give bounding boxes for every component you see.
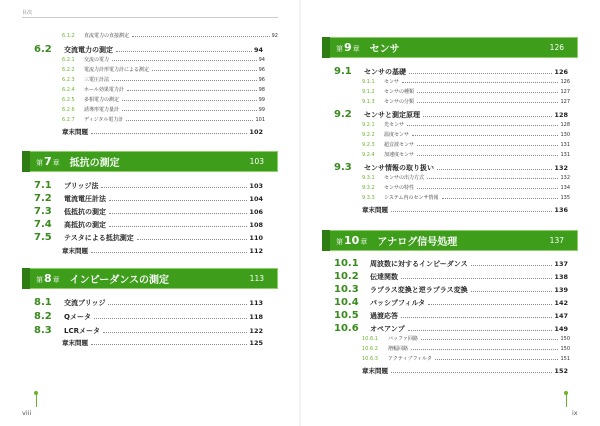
leader-dots [401, 278, 552, 279]
page-number: 132 [560, 175, 570, 181]
toc-section[interactable] [34, 325, 263, 337]
leader-dots [442, 198, 559, 199]
subsection-number: 6.2.5 [62, 97, 75, 103]
toc-subsection[interactable] [62, 106, 265, 115]
leader-dots [137, 239, 248, 240]
subsection-number: 9.3.2 [362, 185, 375, 191]
chapter-9-banner[interactable] [322, 37, 578, 58]
chapter-title: インピーダンスの測定 [69, 275, 170, 286]
subsection-title: センサ [384, 79, 400, 85]
toc-subsection[interactable] [362, 174, 570, 183]
chapter-label: 第8章 [36, 272, 60, 285]
subsection-number: 9.3.1 [362, 175, 375, 181]
section-title: LCRメータ [64, 327, 100, 335]
leader-dots [427, 178, 558, 179]
subsection-title: 多相電力の測定 [84, 97, 120, 103]
toc-section[interactable] [334, 297, 568, 309]
page-number: 125 [249, 339, 263, 347]
section-title: 周波数に対するインピーダンス [370, 260, 468, 268]
banner-tab [322, 37, 330, 58]
toc-section[interactable] [34, 232, 263, 244]
section-title: センサの基礎 [364, 68, 406, 76]
toc-section[interactable] [34, 193, 263, 205]
page-number: 113 [249, 274, 264, 283]
page-number: 103 [249, 157, 264, 166]
page-number: 137 [549, 236, 564, 245]
chapter-title: センサ [369, 44, 400, 55]
section-number: 9.3 [334, 162, 352, 173]
section-number: 7.2 [34, 193, 52, 204]
folio-ornament-icon [34, 391, 38, 407]
subsection-number: 9.2.2 [362, 132, 375, 138]
toc-subsection[interactable] [62, 86, 265, 95]
section-number: 10.2 [334, 271, 359, 282]
page-number: 99 [258, 107, 265, 113]
section-title: 章末問題 [62, 128, 88, 136]
page-number: 136 [554, 206, 568, 214]
toc-subsection[interactable] [362, 151, 570, 160]
subsection-title: センサの出力方式 [384, 175, 425, 181]
toc-exercises-ch9[interactable] [362, 205, 568, 215]
subsection-number: 9.3.3 [362, 195, 375, 201]
leader-dots [401, 317, 552, 318]
subsection-title: ホール効果電力計 [84, 87, 124, 93]
page-number: 92 [271, 33, 278, 39]
leader-dots [91, 344, 247, 345]
toc-exercises-ch7[interactable] [62, 246, 263, 256]
subsection-title: 超音波センサ [384, 142, 415, 148]
toc-section[interactable] [334, 109, 568, 121]
subsection-title: 誘導形電力量計 [84, 107, 120, 113]
toc-section[interactable] [34, 206, 263, 218]
subsection-title: アクティブフィルタ [388, 356, 432, 362]
leader-dots [402, 82, 558, 83]
chapter-title: アナログ信号処理 [377, 237, 458, 248]
chapter-10-banner[interactable] [322, 230, 578, 251]
page-number: 131 [560, 152, 570, 158]
leader-dots [417, 188, 558, 189]
toc-subsection[interactable] [362, 131, 570, 140]
section-number: 7.4 [34, 219, 52, 230]
banner-tab [22, 268, 30, 289]
chapter-label: 第9章 [336, 41, 360, 54]
toc-subsection[interactable] [362, 78, 570, 87]
page-number: 99 [258, 97, 265, 103]
subsection-title: 電流力計形電力計による測定 [84, 67, 150, 73]
leader-dots [112, 60, 257, 61]
section-title: 低抵抗の測定 [64, 208, 106, 216]
section-title: ブリッジ法 [64, 182, 99, 190]
leader-dots [408, 330, 553, 331]
section-title: 章末問題 [62, 339, 88, 347]
section-title: センサ情報の取り扱い [364, 164, 434, 172]
subsection-title: バッファ回路 [388, 336, 418, 342]
toc-subsection[interactable] [362, 98, 570, 107]
leader-dots [391, 372, 552, 373]
toc-subsection[interactable] [62, 66, 265, 75]
section-number: 10.1 [334, 258, 359, 269]
chapter-title: 抵抗の測定 [69, 158, 120, 169]
page-number: 147 [554, 312, 568, 320]
section-title: ラプラス変換と逆ラプラス変換 [370, 286, 468, 294]
section-title: Qメータ [64, 313, 91, 321]
subsection-number: 10.6.2 [362, 346, 378, 352]
subsection-title: センサの分類 [384, 99, 415, 105]
leader-dots [101, 187, 247, 188]
page-number: 131 [560, 142, 570, 148]
toc-section[interactable] [34, 311, 263, 323]
page-number: 96 [258, 77, 265, 83]
leader-dots [109, 213, 247, 214]
subsection-title: ディジタル電力計 [84, 117, 124, 123]
page-number: 94 [253, 46, 263, 54]
page-number: 102 [249, 128, 263, 136]
section-number: 10.6 [334, 323, 359, 334]
toc-section[interactable] [334, 310, 568, 322]
section-number: 7.1 [34, 180, 52, 191]
leader-dots [112, 80, 257, 81]
subsection-number: 9.1.1 [362, 79, 375, 85]
toc-subsection[interactable] [362, 88, 570, 97]
leader-dots [109, 200, 247, 201]
subsection-number: 9.2.4 [362, 152, 375, 158]
section-title: 交流ブリッジ [64, 299, 106, 307]
leader-dots [412, 135, 558, 136]
subsection-number: 10.6.3 [362, 356, 378, 362]
section-number: 10.4 [334, 297, 359, 308]
toc-subsection[interactable] [62, 56, 265, 65]
leader-dots [132, 36, 270, 37]
leader-dots [122, 110, 257, 111]
toc-exercises-ch6[interactable] [62, 127, 263, 137]
page-number: 134 [560, 185, 570, 191]
page-number: 128 [560, 122, 570, 128]
chapter-label: 第10章 [336, 234, 368, 247]
section-title: 章末問題 [362, 367, 388, 375]
page-number: 132 [554, 164, 568, 172]
subsection-number: 6.2.4 [62, 87, 75, 93]
page-number: 106 [249, 208, 263, 216]
page-number: 142 [554, 299, 568, 307]
toc-subsection[interactable] [362, 345, 570, 354]
leader-dots [391, 211, 552, 212]
section-title: 章末問題 [362, 206, 388, 214]
subsection-number: 6.2.2 [62, 67, 75, 73]
chapter-8-banner[interactable] [22, 268, 278, 289]
subsection-title: 光センサ [384, 122, 405, 128]
section-number: 8.2 [34, 311, 52, 322]
subsection-title: センサの特性 [384, 185, 415, 191]
toc-section-6-2[interactable] [34, 44, 263, 56]
section-title: 伝達関数 [370, 273, 398, 281]
subsection-number: 9.2.3 [362, 142, 375, 148]
right-page [300, 0, 600, 426]
leader-dots [116, 51, 252, 52]
page-number: 103 [249, 182, 263, 190]
page-number: 122 [249, 327, 263, 335]
leader-dots [94, 318, 247, 319]
page-number: 126 [549, 43, 564, 52]
section-number: 8.3 [34, 325, 52, 336]
leader-dots [152, 70, 257, 71]
section-number: 8.1 [34, 297, 52, 308]
section-title: テスタによる抵抗測定 [64, 234, 134, 242]
chapter-label: 第7章 [36, 155, 60, 168]
page-number: 127 [560, 89, 570, 95]
toc-section[interactable] [334, 162, 568, 174]
toc-subsection[interactable] [362, 141, 570, 150]
page-number: 152 [554, 367, 568, 375]
section-number: 9.1 [334, 66, 352, 77]
leader-dots [122, 100, 257, 101]
page-number: 130 [560, 132, 570, 138]
toc-subsection[interactable] [62, 96, 265, 105]
toc-subsection-6-1-2[interactable] [62, 32, 278, 41]
toc-subsection[interactable] [362, 184, 570, 193]
toc-section[interactable] [334, 284, 568, 296]
leader-dots [417, 145, 558, 146]
leader-dots [411, 349, 558, 350]
subsection-title: システム内のセンサ情報 [384, 195, 439, 201]
page-number: 101 [255, 117, 265, 123]
section-title: 交流電力の測定 [64, 46, 113, 54]
section-title: オペアンプ [370, 325, 405, 333]
folio-ornament-icon [564, 391, 568, 407]
page-number: 139 [554, 286, 568, 294]
page-number: 104 [249, 195, 263, 203]
section-number: 6.2 [34, 44, 52, 55]
leader-dots [437, 169, 552, 170]
subsection-number: 6.2.1 [62, 57, 75, 63]
page-number: 108 [249, 221, 263, 229]
page-number: 112 [249, 247, 263, 255]
leader-dots [91, 252, 247, 253]
section-title: センサと測定原理 [364, 111, 420, 119]
subsection-title: 増幅回路 [388, 346, 409, 352]
page-number: 138 [554, 273, 568, 281]
leader-dots [435, 359, 559, 360]
leader-dots [417, 92, 558, 93]
subsection-number: 9.1.2 [362, 89, 375, 95]
page-number: 137 [554, 260, 568, 268]
page-number: 150 [560, 346, 570, 352]
toc-section[interactable] [34, 297, 263, 309]
page-number: 96 [258, 67, 265, 73]
banner-tab [22, 151, 30, 172]
section-title: 過渡応答 [370, 312, 398, 320]
leader-dots [126, 120, 253, 121]
toc-section[interactable] [334, 323, 568, 335]
toc-section[interactable] [334, 271, 568, 283]
page-number: 135 [560, 195, 570, 201]
toc-section[interactable] [34, 180, 263, 192]
leader-dots [417, 155, 558, 156]
leader-dots [409, 73, 552, 74]
section-title: 高抵抗の測定 [64, 221, 106, 229]
subsection-title: 交流の電力 [84, 57, 110, 63]
page-number: 110 [249, 234, 263, 242]
chapter-7-banner[interactable] [22, 151, 278, 172]
leader-dots [428, 304, 552, 305]
subsection-title: センサの種類 [384, 89, 415, 95]
toc-subsection[interactable] [62, 116, 265, 125]
toc-exercises-ch8[interactable] [62, 338, 263, 348]
toc-section[interactable] [34, 219, 263, 231]
toc-exercises-ch10[interactable] [362, 366, 568, 376]
section-number: 7.5 [34, 232, 52, 243]
section-number: 9.2 [334, 109, 352, 120]
section-number: 7.3 [34, 206, 52, 217]
banner-tab [322, 230, 330, 251]
leader-dots [109, 226, 247, 227]
leader-dots [423, 116, 552, 117]
subsection-number: 9.2.1 [362, 122, 375, 128]
page-number: 126 [560, 79, 570, 85]
running-head: 目次 [22, 10, 33, 16]
leader-dots [421, 339, 559, 340]
section-number: 10.5 [334, 310, 359, 321]
subsection-number: 6.2.6 [62, 107, 75, 113]
subsection-number: 6.1.2 [62, 33, 75, 39]
subsection-title: 温度センサ [384, 132, 410, 138]
running-head-rule [22, 17, 278, 18]
leader-dots [91, 133, 247, 134]
subsection-number: 9.1.3 [362, 99, 375, 105]
page-number: 94 [258, 57, 265, 63]
page-number: 150 [560, 336, 570, 342]
subsection-number: 6.2.7 [62, 117, 75, 123]
folio-number: viii [22, 409, 32, 417]
subsection-number: 6.2.3 [62, 77, 75, 83]
folio-number: ix [572, 409, 578, 417]
leader-dots [471, 265, 553, 266]
toc-subsection[interactable] [362, 335, 570, 344]
subsection-title: 三電圧計法 [84, 77, 110, 83]
toc-section[interactable] [334, 258, 568, 270]
subsection-title: 加速度センサ [384, 152, 415, 158]
leader-dots [417, 102, 558, 103]
toc-section[interactable] [334, 66, 568, 78]
section-title: 電流電圧計法 [64, 195, 106, 203]
toc-subsection[interactable] [362, 194, 570, 203]
page-number: 128 [554, 111, 568, 119]
section-title: パッシブフィルタ [370, 299, 426, 307]
subsection-number: 10.6.1 [362, 336, 378, 342]
section-number: 10.3 [334, 284, 359, 295]
page-number: 113 [249, 299, 263, 307]
subsection-title: 直流電力の直接測定 [84, 33, 130, 39]
page-number: 98 [258, 87, 265, 93]
page-number: 151 [560, 356, 570, 362]
leader-dots [471, 291, 553, 292]
toc-subsection[interactable] [62, 76, 265, 85]
leader-dots [407, 125, 558, 126]
page-number: 126 [554, 68, 568, 76]
toc-subsection[interactable] [362, 355, 570, 364]
leader-dots [103, 332, 247, 333]
page-number: 149 [554, 325, 568, 333]
page-number: 118 [249, 313, 263, 321]
section-title: 章末問題 [62, 247, 88, 255]
toc-subsection[interactable] [362, 121, 570, 130]
page-number: 127 [560, 99, 570, 105]
leader-dots [108, 304, 247, 305]
leader-dots [127, 90, 257, 91]
